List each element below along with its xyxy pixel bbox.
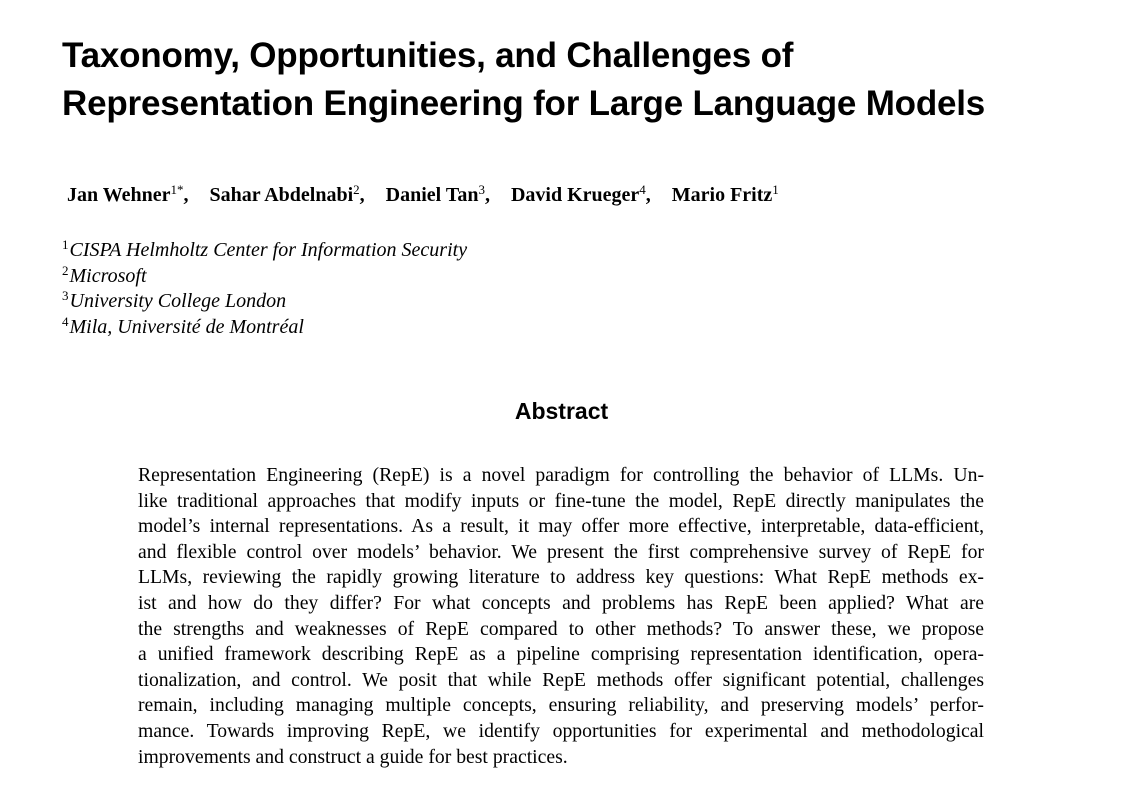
author: Sahar Abdelnabi$^2$, — [209, 182, 365, 206]
affiliation — [62, 315, 467, 341]
affiliation-name: Mila, Université de Montréal — [69, 315, 304, 338]
affiliation — [62, 264, 467, 290]
affiliation — [62, 238, 467, 264]
affiliation-name: Microsoft — [69, 264, 147, 287]
affiliation-name: University College London — [69, 290, 287, 312]
author-affil-mark: 3 — [478, 182, 485, 197]
abstract-line: the strengths and weaknesses of RepE compared to other methods? To answer these, we propose — [138, 617, 984, 640]
affiliation-number: 2 — [62, 262, 69, 278]
affiliation-number: 4 — [62, 313, 69, 329]
author-name: Mario Fritz — [671, 184, 773, 206]
abstract-heading: Abstract — [514, 398, 609, 424]
author-affil-mark: 2 — [353, 182, 360, 197]
author-name: David Krueger — [510, 184, 640, 206]
abstract-line: improvements and construct a guide for best practices. — [138, 745, 568, 768]
affiliation-list — [62, 238, 467, 340]
paper-title — [62, 32, 985, 128]
abstract-line: Representation Engineering (RepE) is a novel paradigm for controlling the behavior of LLMs. Un- — [138, 464, 984, 486]
abstract-line: a unified framework describing RepE as a pipeline comprising representation identification, opera- — [138, 643, 984, 666]
author-affil-mark: 1 — [772, 182, 779, 197]
abstract-text — [138, 463, 984, 770]
affiliation-number: 3 — [62, 288, 69, 303]
abstract-line: mance. Towards improving RepE, we identify opportunities for experimental and methodological — [138, 719, 984, 742]
abstract-line: model’s internal representations. As a result, it may offer more effective, interpretable, data-efficient, — [138, 515, 984, 538]
author: Daniel Tan$^3$, — [385, 182, 490, 206]
abstract-line: tionalization, and control. We posit that while RepE methods offer significant potential, challenges — [138, 668, 984, 691]
author: David Krueger$^4$, — [510, 182, 651, 206]
author: Jan Wehner$^{1*}$, — [67, 182, 189, 206]
affiliation-number: 1 — [62, 237, 69, 252]
author-list — [67, 184, 779, 207]
title-line: Taxonomy, Opportunities, and Challenges of — [62, 36, 794, 75]
author-affil-mark: 4 — [639, 182, 646, 197]
affiliation — [62, 289, 467, 315]
abstract-line: remain, including managing multiple concepts, ensuring reliability, and preserving models’ perfor- — [138, 694, 984, 717]
abstract-line: ist and how do they differ? For what concepts and problems has RepE been applied? What are — [138, 591, 984, 614]
author — [672, 184, 779, 207]
author-name: Sahar Abdelnabi — [209, 184, 354, 206]
affiliation-name: CISPA Helmholtz Center for Information Security — [69, 239, 468, 261]
abstract-line: like traditional approaches that modify inputs or fine-tune the model, RepE directly manipulates the — [138, 489, 984, 512]
author-name: Jan Wehner — [67, 184, 171, 206]
abstract-line: LLMs, reviewing the rapidly growing literature to address key questions: What RepE methods ex- — [138, 566, 984, 589]
title-line: Representation Engineering for Large Language Models — [62, 84, 986, 123]
author-name: Daniel Tan — [385, 184, 479, 206]
abstract-line: and flexible control over models’ behavior. We present the first comprehensive survey of RepE for — [138, 540, 984, 563]
author-affil-mark: 1* — [170, 182, 184, 197]
